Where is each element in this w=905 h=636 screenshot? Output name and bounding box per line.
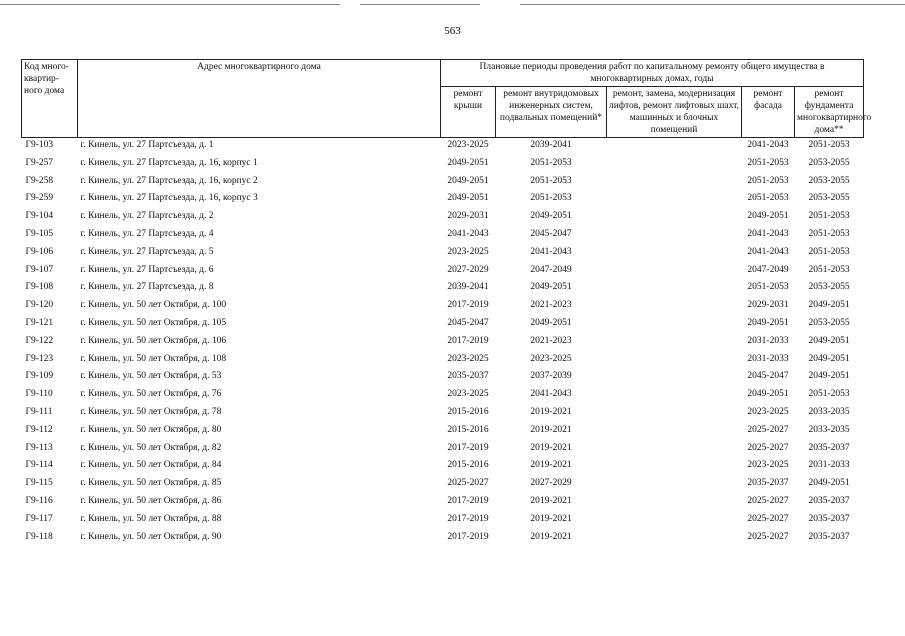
cell-facade: 2049-2051 (747, 211, 789, 222)
cell-facade: 2045-2047 (747, 371, 789, 382)
cell-facade: 2049-2051 (747, 317, 789, 328)
cell-roof: 2015-2016 (447, 406, 489, 417)
cell-elevators (607, 442, 742, 460)
cell-foundation: 2053-2055 (808, 282, 850, 293)
cell-roof: 2041-2043 (447, 228, 489, 239)
cell-foundation: 2053-2055 (808, 157, 850, 168)
cell-code: Г9-109 (25, 371, 54, 382)
table-row (22, 335, 864, 353)
cell-foundation: 2049-2051 (808, 478, 850, 489)
cell-elevators (607, 513, 742, 531)
cell-engineering: 2051-2053 (530, 175, 572, 186)
cell-elevators (607, 138, 742, 157)
header-roof: ремонт крыши (441, 87, 496, 138)
cell-engineering: 2019-2021 (530, 424, 572, 435)
cell-address: г. Кинель, ул. 27 Партсъезда, д. 8 (80, 282, 214, 293)
cell-code: Г9-105 (25, 228, 54, 239)
cell-elevators (607, 335, 742, 353)
cell-address: г. Кинель, ул. 50 лет Октября, д. 105 (80, 317, 227, 328)
cell-facade: 2029-2031 (747, 300, 789, 311)
cell-elevators (607, 406, 742, 424)
cell-roof: 2027-2029 (447, 264, 489, 275)
cell-elevators (607, 531, 742, 549)
cell-facade: 2049-2051 (747, 389, 789, 400)
cell-roof: 2049-2051 (447, 193, 489, 204)
cell-elevators (607, 317, 742, 335)
cell-foundation: 2053-2055 (808, 175, 850, 186)
header-engineering: ремонт внутридомовых инженерных систем, подвальных помещений* (496, 87, 607, 138)
table-row (22, 370, 864, 388)
cell-code: Г9-117 (25, 513, 53, 524)
cell-foundation: 2051-2053 (808, 246, 850, 257)
cell-engineering: 2019-2021 (530, 495, 572, 506)
cell-code: Г9-120 (25, 300, 54, 311)
cell-facade: 2051-2053 (747, 282, 789, 293)
table-row (22, 138, 864, 157)
cell-foundation: 2051-2053 (808, 389, 850, 400)
cell-facade: 2035-2037 (747, 478, 789, 489)
table-row (22, 264, 864, 282)
cell-engineering: 2027-2029 (530, 478, 572, 489)
header-code: Код много-квартир-ного дома (22, 60, 78, 138)
cell-code: Г9-121 (25, 317, 54, 328)
cell-foundation: 2035-2037 (808, 513, 850, 524)
table-row (22, 442, 864, 460)
table-row (22, 495, 864, 513)
cell-engineering: 2049-2051 (530, 282, 572, 293)
cell-roof: 2035-2037 (447, 371, 489, 382)
cell-address: г. Кинель, ул. 50 лет Октября, д. 106 (80, 335, 227, 346)
cell-address: г. Кинель, ул. 27 Партсъезда, д. 2 (80, 211, 214, 222)
cell-address: г. Кинель, ул. 50 лет Октября, д. 82 (80, 442, 222, 453)
cell-engineering: 2051-2053 (530, 157, 572, 168)
cell-elevators (607, 246, 742, 264)
cell-elevators (607, 192, 742, 210)
cell-roof: 2015-2016 (447, 460, 489, 471)
cell-address: г. Кинель, ул. 50 лет Октября, д. 108 (80, 353, 227, 364)
cell-code: Г9-108 (25, 282, 54, 293)
table-row (22, 531, 864, 549)
cell-roof: 2023-2025 (447, 389, 489, 400)
cell-elevators (607, 477, 742, 495)
top-border-line (520, 4, 905, 5)
cell-elevators (607, 157, 742, 175)
cell-address: г. Кинель, ул. 50 лет Октября, д. 78 (80, 406, 222, 417)
cell-address: г. Кинель, ул. 50 лет Октября, д. 76 (80, 389, 222, 400)
cell-address: г. Кинель, ул. 27 Партсъезда, д. 5 (80, 246, 214, 257)
table-row (22, 388, 864, 406)
cell-engineering: 2039-2041 (530, 140, 572, 150)
cell-roof: 2017-2019 (447, 335, 489, 346)
header-elevators: ремонт, замена, модернизация лифтов, ремонт лифтовых шахт, машинных и блочных помещений (607, 87, 742, 138)
cell-roof: 2023-2025 (447, 246, 489, 257)
cell-facade: 2025-2027 (747, 424, 789, 435)
cell-address: г. Кинель, ул. 27 Партсъезда, д. 16, корпус 2 (80, 175, 258, 186)
cell-foundation: 2031-2033 (808, 460, 850, 471)
cell-facade: 2051-2053 (747, 157, 789, 168)
cell-engineering: 2045-2047 (530, 228, 572, 239)
cell-roof: 2023-2025 (447, 353, 489, 364)
cell-engineering: 2019-2021 (530, 406, 572, 417)
cell-roof: 2017-2019 (447, 442, 489, 453)
cell-engineering: 2019-2021 (530, 513, 572, 524)
page-number: 563 (444, 25, 461, 37)
cell-roof: 2017-2019 (447, 531, 489, 542)
cell-elevators (607, 353, 742, 371)
header-foundation: ремонт фундамента многоквартирного дома** (795, 87, 864, 138)
cell-roof: 2045-2047 (447, 317, 489, 328)
cell-engineering: 2021-2023 (530, 335, 572, 346)
cell-facade: 2041-2043 (747, 140, 789, 150)
cell-elevators (607, 228, 742, 246)
cell-engineering: 2019-2021 (530, 531, 572, 542)
cell-address: г. Кинель, ул. 27 Партсъезда, д. 16, корпус 1 (80, 157, 258, 168)
cell-engineering: 2047-2049 (530, 264, 572, 275)
header-facade: ремонт фасада (742, 87, 795, 138)
cell-roof: 2049-2051 (447, 157, 489, 168)
cell-code: Г9-114 (25, 460, 53, 471)
cell-code: Г9-258 (25, 175, 54, 186)
cell-foundation: 2035-2037 (808, 531, 850, 542)
cell-code: Г9-107 (25, 264, 54, 275)
table-row (22, 228, 864, 246)
table-row (22, 210, 864, 228)
cell-foundation: 2049-2051 (808, 371, 850, 382)
cell-engineering: 2051-2053 (530, 193, 572, 204)
cell-code: Г9-110 (25, 389, 53, 400)
table-row (22, 192, 864, 210)
cell-engineering: 2037-2039 (530, 371, 572, 382)
cell-code: Г9-111 (25, 406, 53, 417)
cell-elevators (607, 175, 742, 193)
cell-facade: 2051-2053 (747, 193, 789, 204)
cell-facade: 2041-2043 (747, 228, 789, 239)
cell-roof: 2017-2019 (447, 495, 489, 506)
cell-foundation: 2035-2037 (808, 495, 850, 506)
cell-engineering: 2049-2051 (530, 317, 572, 328)
cell-facade: 2025-2027 (747, 442, 789, 453)
cell-address: г. Кинель, ул. 50 лет Октября, д. 80 (80, 424, 222, 435)
cell-engineering: 2019-2021 (530, 460, 572, 471)
table-row (22, 459, 864, 477)
cell-code: Г9-104 (25, 211, 54, 222)
cell-code: Г9-115 (25, 478, 53, 489)
cell-foundation: 2051-2053 (808, 140, 850, 150)
header-row-top (22, 60, 864, 87)
cell-elevators (607, 299, 742, 317)
cell-foundation: 2049-2051 (808, 300, 850, 311)
header-periods: Плановые периоды проведения работ по капитальному ремонту общего имущества в многоквартирных домах, годы (441, 60, 864, 87)
table-row (22, 175, 864, 193)
cell-engineering: 2019-2021 (530, 442, 572, 453)
cell-code: Г9-257 (25, 157, 54, 168)
cell-foundation: 2053-2055 (808, 193, 850, 204)
table-row (22, 406, 864, 424)
cell-facade: 2025-2027 (747, 531, 789, 542)
cell-address: г. Кинель, ул. 50 лет Октября, д. 85 (80, 478, 222, 489)
cell-foundation: 2049-2051 (808, 335, 850, 346)
cell-engineering: 2041-2043 (530, 246, 572, 257)
cell-facade: 2047-2049 (747, 264, 789, 275)
cell-address: г. Кинель, ул. 50 лет Октября, д. 84 (80, 460, 222, 471)
cell-foundation: 2051-2053 (808, 264, 850, 275)
cell-elevators (607, 424, 742, 442)
cell-facade: 2023-2025 (747, 460, 789, 471)
table-row (22, 513, 864, 531)
table-row (22, 281, 864, 299)
repair-schedule-table (21, 59, 872, 548)
table-row (22, 299, 864, 317)
cell-elevators (607, 495, 742, 513)
cell-address: г. Кинель, ул. 50 лет Октября, д. 88 (80, 513, 222, 524)
cell-facade: 2031-2033 (747, 353, 789, 364)
cell-engineering: 2023-2025 (530, 353, 572, 364)
cell-address: г. Кинель, ул. 50 лет Октября, д. 100 (80, 300, 227, 311)
cell-elevators (607, 281, 742, 299)
cell-elevators (607, 210, 742, 228)
cell-facade: 2031-2033 (747, 335, 789, 346)
cell-elevators (607, 370, 742, 388)
cell-address: г. Кинель, ул. 50 лет Октября, д. 86 (80, 495, 222, 506)
table-row (22, 246, 864, 264)
cell-roof: 2017-2019 (447, 513, 489, 524)
cell-address: г. Кинель, ул. 27 Партсъезда, д. 1 (80, 140, 214, 150)
cell-code: Г9-116 (25, 495, 53, 506)
cell-facade: 2025-2027 (747, 513, 789, 524)
table-row (22, 317, 864, 335)
cell-code: Г9-118 (25, 531, 53, 542)
cell-roof: 2039-2041 (447, 282, 489, 293)
cell-engineering: 2021-2023 (530, 300, 572, 311)
cell-address: г. Кинель, ул. 27 Партсъезда, д. 6 (80, 264, 214, 275)
cell-roof: 2049-2051 (447, 175, 489, 186)
cell-engineering: 2041-2043 (530, 389, 572, 400)
cell-roof: 2017-2019 (447, 300, 489, 311)
cell-engineering: 2049-2051 (530, 211, 572, 222)
top-border-line (360, 4, 480, 5)
cell-code: Г9-259 (25, 193, 54, 204)
cell-address: г. Кинель, ул. 50 лет Октября, д. 53 (80, 371, 222, 382)
table-row (22, 477, 864, 495)
cell-foundation: 2033-2035 (808, 406, 850, 417)
table-row (22, 157, 864, 175)
cell-roof: 2023-2025 (447, 140, 489, 150)
cell-facade: 2023-2025 (747, 406, 789, 417)
cell-code: Г9-106 (25, 246, 54, 257)
cell-foundation: 2035-2037 (808, 442, 850, 453)
cell-roof: 2025-2027 (447, 478, 489, 489)
cell-address: г. Кинель, ул. 27 Партсъезда, д. 16, корпус 3 (80, 193, 258, 204)
cell-foundation: 2051-2053 (808, 211, 850, 222)
cell-elevators (607, 264, 742, 282)
cell-foundation: 2053-2055 (808, 317, 850, 328)
cell-facade: 2025-2027 (747, 495, 789, 506)
cell-elevators (607, 459, 742, 477)
cell-elevators (607, 388, 742, 406)
cell-code: Г9-103 (25, 140, 54, 150)
cell-facade: 2051-2053 (747, 175, 789, 186)
cell-foundation: 2033-2035 (808, 424, 850, 435)
cell-foundation: 2049-2051 (808, 353, 850, 364)
cell-code: Г9-112 (25, 424, 53, 435)
header-address: Адрес многоквартирного дома (78, 60, 441, 138)
table-row (22, 424, 864, 442)
cell-address: г. Кинель, ул. 27 Партсъезда, д. 4 (80, 228, 214, 239)
cell-roof: 2015-2016 (447, 424, 489, 435)
cell-roof: 2029-2031 (447, 211, 489, 222)
cell-address: г. Кинель, ул. 50 лет Октября, д. 90 (80, 531, 222, 542)
cell-code: Г9-113 (25, 442, 53, 453)
cell-foundation: 2051-2053 (808, 228, 850, 239)
table-body (22, 138, 864, 549)
cell-facade: 2041-2043 (747, 246, 789, 257)
top-border-line (0, 4, 340, 5)
cell-code: Г9-122 (25, 335, 54, 346)
cell-code: Г9-123 (25, 353, 54, 364)
table-row (22, 353, 864, 371)
